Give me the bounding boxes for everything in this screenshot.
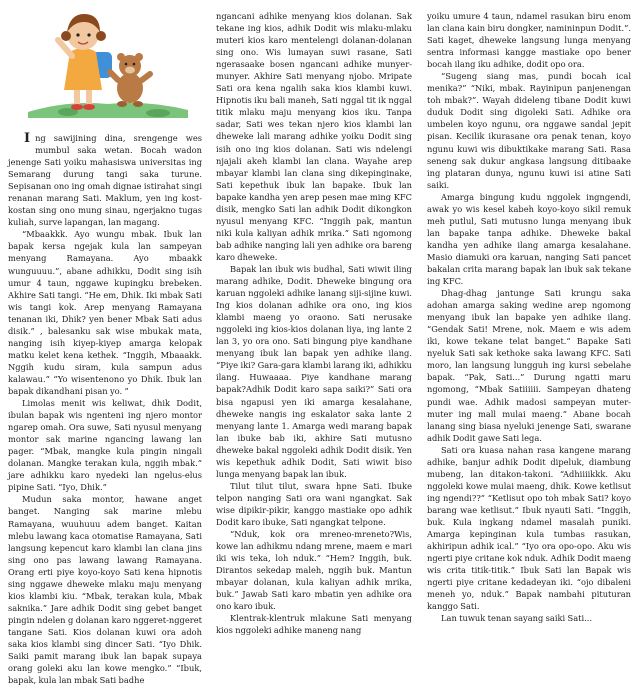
- paragraph: ngancani adhike menyang kios dolanan. Sak tekane ing kios, adhik Dodit wis mlaku-mlaku muteri kios karo mentelengi dolanan-dolanan sing ono. Wis lumayan suwi rasane, Sati ngerasaake bosen ngancani adhike munyer-munyer. Akhire Sati menyang njobo. Mripate Sati ora kena ngalih saka kios klambi kuwi. Hipnotis iku bali maneh, Sati nggal tit ik nggal titik mlaku maju menyang kios iku. Tanpa sadar, Sati wes tekan njero kios klambi lan dheweke lali marang adhike yoiku Dodit sing isih ono ing kios dolanan. Sati wis ndelengi njajali akeh klambi lan clana. Wayahe arep mbayar klambi lan clana sing dikepinginake, Sati kepethuk ibuk lan bapake. Ibuk lan bapake kandha yen arep pesen mae ming KFC disik, mengko Sati lan adhik Dodit dikongkon nyusul menyang KFC. “Inggih pak, mantun niki kula kaliyan adhik mrika.” Sati ngomong bab adhike nanging lali yen adhike ora bareng karo dheweke.: [216, 11, 412, 262]
- column-1: [8, 0, 202, 686]
- paragraph: “Nduk, kok ora mreneo-mreneto?Wis, kowe lan adhikmu ndang mrene, maem e mari iki wis teka, loh nduk.” “Hem? Inggih, buk. Dirantos sekedap maleh, nggih buk. Mantun mbayar dolanan, kula kaliyan adhik mrika, buk.” Jawab Sati karo mbatin yen adhike ora ono karo ibuk.: [216, 529, 412, 612]
- paragraph: Limolas menit wis keliwat, dhik Dodit, ibulan bapak wis ngenteni ing njero montor ngarep omah. Ora suwe, Sati nyusul menyang montor sak marine ngancing lawang lan pager. “Mbak, mangke kula pingin ningali dolanan. Mangke terakan kula, nggih mbak.” jare adhikku karo nyedeki lan ngelus-elus pipine Sati. “Iyo, Dhik.”: [8, 398, 202, 493]
- paragraph-text: ng sawijining dina, srengenge wes mumbul saka wetan. Bocah wadon jenenge Sati yoiku mahasiswa universitas ing Semarang durung tangi saka turune. Sepisanan ono ing omah dignae istirahat singi renanan marang Sati. Maklum, yen ing kost-kostan sing ono mung sinau, ngerjakno tugas kuliah, surve lapangan, lan magang.: [8, 133, 202, 228]
- paragraph: yoiku umure 4 taun, ndamel rasukan biru enom lan clana kain biru dongker, namininpun Dodit.”. Sati kaget, dheweke langsung lunga menyang sentra informasi kangge mastiake opo bener bocah ilang iku adhike, dodit opo ora.: [427, 11, 631, 70]
- column-3: [427, 10, 631, 630]
- girl-with-backpack-and-bear-illustration: [8, 0, 202, 118]
- paragraph: [8, 132, 202, 228]
- paragraph: Tilut tilut tilut, swara hpne Sati. Ibuke telpon nanging Sati ora wani ngangkat. Sak wise dipikir-pikir, kanggo mastiake opo adhik Dodit karo ibuke, Sati ngangkat telpone.: [216, 480, 412, 527]
- paragraph: Bapak lan ibuk wis budhal, Sati wiwit iling marang adhike, Dodit. Dheweke bingung ora karuan nggoleki adhike lanang siji-sijine kuwi. Ing kios dolanan adhike ora ono, ing kios klambi maeng yo oraono. Sati nerusake nggoleki ing kios-kios dolanan liya, ing lante 2 lan 3, yo ora ono. Sati bingung piye kandhane menyang ibuk lan bapak yen adhike ilang. “Piye iki? Gara-gara klambi larang iki, adhikku ilang. Huwaaaa. Piye kandhane marang bapak?Adhik Dodit karo sapa saiki?” Sati ora bisa ngapusi yen iki amarga kesalahane, dheweke nangis ing eskalator saka lante 2 menyang lante 1. Amarga wedi marang bapak lan ibuke bab iki, akhire Sati mutusno dheweke bakal nggoleki adhik Dodit disik. Yen wis kepethuk adhik Dodit, Sati wiwit biso lunga menyang bapak lan ibuk.: [216, 263, 412, 479]
- paragraph: Amarga bingung kudu nggolek ingngendi, awak yo wis kesel kabeh koyo-koyo sikil remuk meh putlul, Sati mutusno lunga menyang ibuk lan bapake tanpa adhike. Dheweke bakal kandha yen adhike ilang amarga kesalahane. Masio diamuki ora karuan, nanging Sati pancet bakalan crita marang bapak lan ibuk sak tekane ing KFC.: [427, 191, 631, 287]
- drop-cap: I: [24, 131, 31, 146]
- paragraph: Sati ora kuasa nahan rasa kangene marang adhike, banjur adhik Dodit dipeluk, diambung mubeng, lan ditakon-takoni. “Adhiiiikkk. Aku nggoleki kowe mulai maeng, dhik. Kowe ketlisut ing ngendi??” “Ketlisut opo toh mbak Sati? koyo barang wae ketlisut.” Ibuk nyauti Sati. “Inggih, buk. Kula ingkang ndamel masalah puniki. Amarga kepinginan kula tumbas rasukan, akhiripun adhik ical.” “Iyo ora opo-opo. Aku wis ngerti piye critane kok nduk. Adhik Dodit maeng wis crita titik-titik.” Ibuk Sati lan Bapak wis ngerti piye critane kedadeyan iki. “ojo dibaleni meneh yo, nduk.” Bapak nambahi pituturan kanggo Sati.: [427, 444, 631, 612]
- paragraph: Mudun saka montor, hawane anget banget. Nanging sak marine mlebu Ramayana, wuuhuuu adem banget. Kaitan mlebu lawang kaca otomatise Ramayana, Sati langsung kepencut karo klambi lan clana jins sing ono pas lawang lawang Ramayana. Orang erti piye koyo-koyo Sati kena hipnotis sing nggawe dheweke mlaku maju menyang kios klambi kiu. “Mbak, terakan kula, Mbak saknika.” Jare adhik Dodit sing gebet banget pingin ndelen g dolanan karo nggeret-nggeret tangane Sati. Kios dolanan kuwi ora adoh saka kios klambi sing dincer Sati. “Iyo Dhik. Saiki pamit marang ibuk lan bapak supaya orang goleki aku lan kowe mengko.” “Ibuk, bapak, kula lan mbak Sati badhe: [8, 494, 202, 686]
- paragraph: “Sugeng siang mas, pundi bocah ical menika?” “Niki, mbak. Rayinipun panjenengan toh mbak?”. Wayah dideleng tibane Dodit kuwi duduk Dodit sing digoleki Sati. Adhike ora umbelen koyo ngunu, ora nggawe sandal jepit pisan. Kecilik ikurasane ora penak tenan, koyo ngunu kuwi wis dibuktikake marang Sati. Rasa seneng sak dukur angkasa langsung ditibaake ing plataran dunya, ngunu kuwi isi atine Sati saiki.: [427, 71, 631, 190]
- paragraph: “Mbaakkk. Ayo wungu mbak. Ibuk lan bapak kersa ngejak kula lan sampeyan menyang Ramayana. Ayo mbaakk wunguuuu.”, abane adhikku, Dodit sing isih umur 4 taun, nggawe kupingku brebeken. Akhire Sati tangi. “He em, Dhik. Iki mbak Sati wis tangi kok. Arep menyang Ramayana tenanan iki, Dhik? yen bener Mbak Sati adus disik.” , balesanku sak wise mbukak mata, nanging isih kiyep-kiyep amarga kelopak matku kelet kena kethek. “Inggih, Mbaaakk. Nggih kudu siram, kula sampun adus kalawau.” “Yo wisentenono yo Dhik. Ibuk lan bapak dikandhani pisan yo. ”: [8, 229, 202, 396]
- paragraph: Lan tuwuk tenan sayang saiki Sati...: [441, 613, 593, 624]
- column-2: [216, 10, 412, 636]
- paragraph: Dhag-dhag jantunge Sati krungu saka adohan amarga saking wedine arep ngomong menyang ibuk lan bapake yen adhike ilang. “Gendak Sati! Mrene, nok. Maem e wis adem iki, kowe tekane telat banget.” Bapake Sati nyeluk Sati sak kethoke saka lawang KFC. Sati moro, lan langsung lungguh ing kursi sebelahe bapak. “Pak, Sati...” Durung ngatti maru ngomong, “Mbak Satiiiiii. Sampeyan dhateng pundi wae. Adhik madosi sampeyan muter-muter ing mall mulai maeng.” Abane bocah lanang sing biasa nyeluki jenenge Sati, swarane adhik Dodit gawe Sati lega.: [427, 288, 631, 443]
- paragraph: Klentrak-klentruk mlakune Sati menyang kios nggoleki adhike maneng nang: [216, 613, 412, 636]
